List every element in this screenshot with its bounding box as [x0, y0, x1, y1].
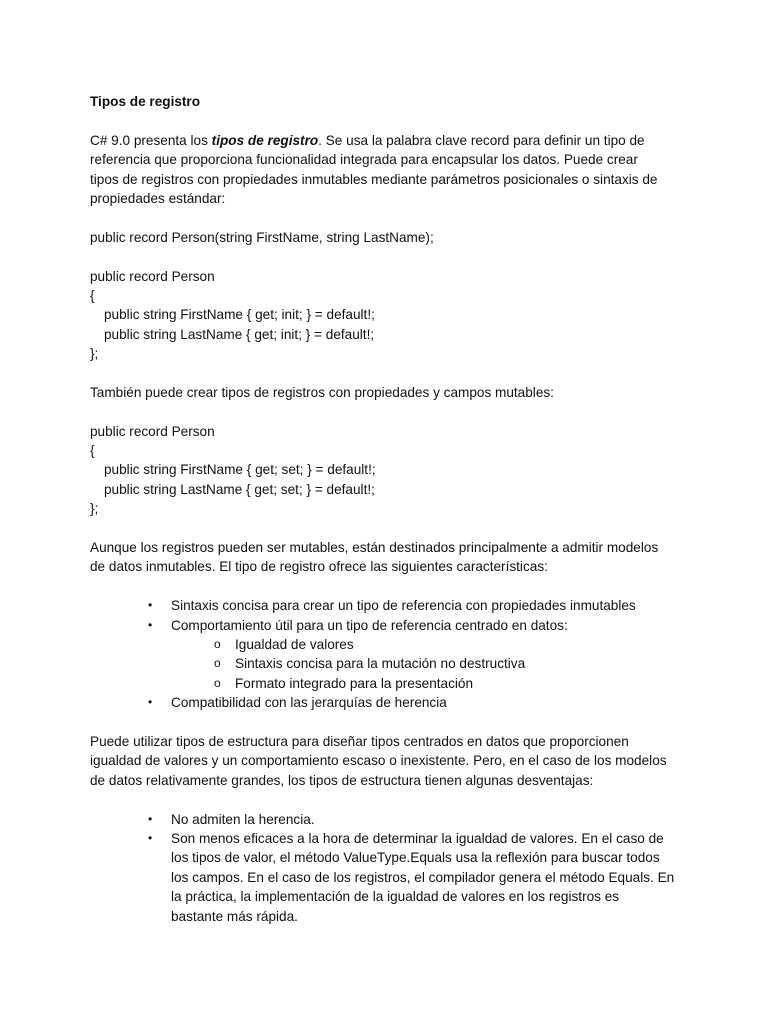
code-line: }; [90, 346, 99, 362]
code-line: public string LastName { get; set; } = default!; [104, 481, 375, 497]
code-line: { [90, 443, 95, 459]
struct-intro [90, 732, 680, 790]
document-page [90, 92, 680, 926]
disadvantages-list [90, 810, 680, 926]
intro-line1-rest: . Se usa la palabra clave record para definir un tipo de [318, 132, 645, 148]
bullet-icon: • [148, 811, 153, 826]
code-line: public record Person [90, 268, 215, 284]
section-heading: Tipos de registro [90, 94, 201, 109]
bullet-icon: • [148, 617, 153, 632]
code-positional-record: public record Person(string FirstName, string LastName); [90, 229, 434, 245]
bullet-icon: • [148, 598, 153, 613]
code-set-record [90, 422, 680, 519]
features-intro-line1: Aunque los registros pueden ser mutables, están destinados principalmente a admitir modelos [90, 539, 659, 555]
intro-line4: propiedades estándar: [90, 190, 226, 206]
list-item: • Comportamiento útil para un tipo de referencia centrado en datos: [90, 616, 680, 635]
code-init-record [90, 267, 680, 364]
code-line: { [90, 287, 95, 303]
struct-intro-line1: Puede utilizar tipos de estructura para diseñar tipos centrados en datos que proporcionen [90, 733, 629, 749]
features-intro-line2: de datos inmutables. El tipo de registro ofrece las siguientes características: [90, 559, 548, 575]
intro-paragraph [90, 131, 680, 209]
code-line: public string FirstName { get; set; } = default!; [104, 462, 376, 478]
intro-line3: tipos de registros con propiedades inmutables mediante parámetros posicionales o sintaxis de [90, 171, 658, 187]
list-item: • Compatibilidad con las jerarquías de herencia [90, 693, 680, 712]
list-item: • Sintaxis concisa para crear un tipo de referencia con propiedades inmutables [90, 596, 680, 615]
features-list [90, 596, 680, 712]
intro-emphasis: tipos de registro [211, 132, 319, 148]
list-item: • No admiten la herencia. [90, 810, 680, 829]
sub-bullet-icon: o [214, 636, 221, 651]
struct-intro-line2: igualdad de valores y un comportamiento escaso o inexistente. Pero, en el caso de los modelos [90, 753, 667, 769]
sub-list-item: o Igualdad de valores [90, 635, 680, 654]
code-line: }; [90, 501, 99, 517]
bullet-icon: • [148, 695, 153, 710]
code-line: public string FirstName { get; init; } = default!; [104, 307, 375, 323]
sub-bullet-icon: o [214, 675, 221, 690]
sub-list-item: o Sintaxis concisa para la mutación no destructiva [90, 654, 680, 673]
list-item: • Son menos eficaces a la hora de determinar la igualdad de valores. En el caso de los tipos de valor, el método ValueType.Equals usa la reflexión para buscar todos los campos. En el caso de los registros, el compilador genera el método Equals. En la práctica, la implementación de la igualdad de valores en los registros es bastante más rápida. [148, 830, 675, 924]
intro-prefix: C# 9.0 presenta los [90, 132, 212, 148]
intro-line2: referencia que proporciona funcionalidad integrada para encapsular los datos. Puede crear [90, 152, 638, 168]
struct-intro-line3: de datos relativamente grandes, los tipos de estructura tienen algunas desventajas: [90, 772, 594, 788]
bullet-icon: • [148, 830, 153, 845]
sub-list-item: o Formato integrado para la presentación [90, 674, 680, 693]
mutable-intro: También puede crear tipos de registros con propiedades y campos mutables: [90, 384, 554, 400]
sub-bullet-icon: o [214, 656, 221, 671]
code-line: public string LastName { get; init; } = default!; [104, 326, 375, 342]
features-intro [90, 538, 680, 577]
code-line: public record Person [90, 423, 215, 439]
